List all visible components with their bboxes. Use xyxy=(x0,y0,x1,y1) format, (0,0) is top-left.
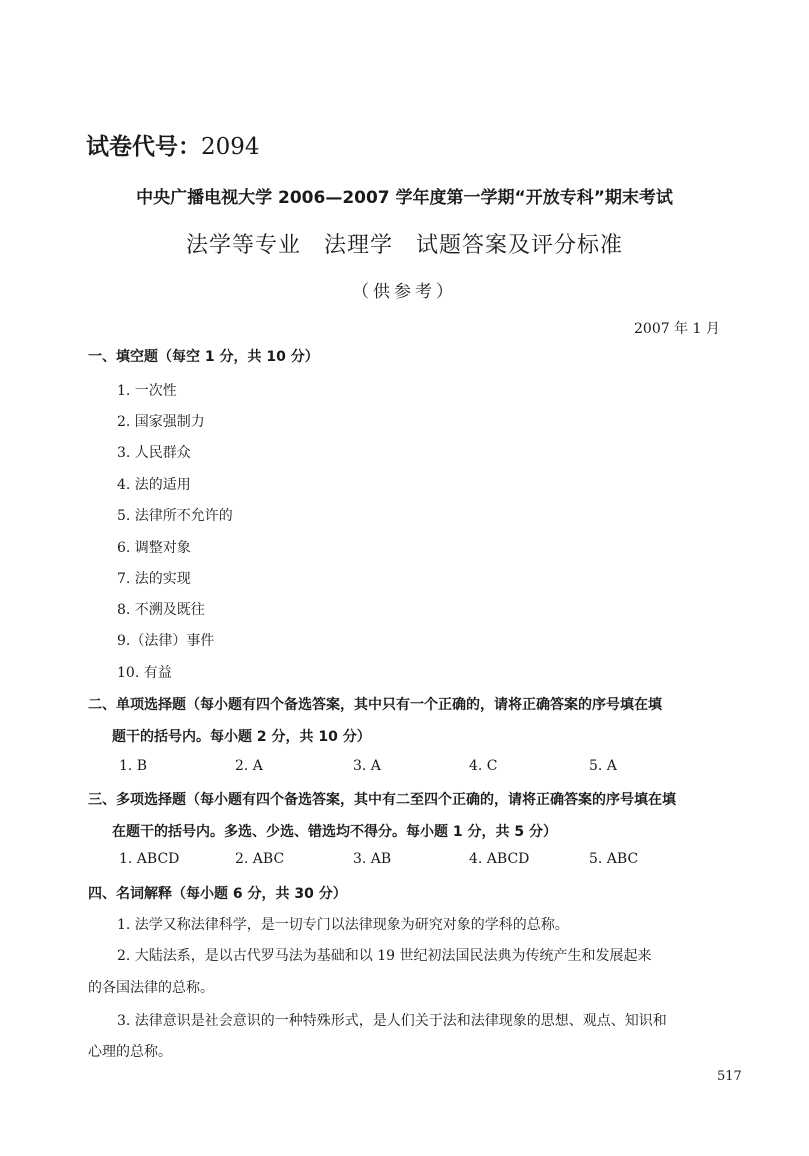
section1-item: 8. 不溯及既往 xyxy=(117,602,205,618)
section2-answer: 5. A xyxy=(589,758,617,774)
exam-date: 2007 年 1 月 xyxy=(634,321,720,337)
section2-answer: 4. C xyxy=(469,758,498,774)
subject-line: 法学等专业 法理学 试题答案及评分标准 xyxy=(185,233,623,258)
page-number: 517 xyxy=(717,1069,742,1084)
section1-item: 5. 法律所不允许的 xyxy=(117,508,233,524)
section2-answer: 2. A xyxy=(235,758,263,774)
definition-paragraph-cont: 心理的总称。 xyxy=(88,1044,172,1060)
section3-title: 三、多项选择题（每小题有四个备选答案，其中有二至四个正确的，请将正确答案的序号填在填 xyxy=(88,792,676,808)
exam-code-number: 2094 xyxy=(201,134,260,160)
definition-paragraph: 1. 法学又称法律科学，是一切专门以法律现象为研究对象的学科的总称。 xyxy=(117,917,569,933)
section2-title-cont: 题干的括号内。每小题 2 分，共 10 分） xyxy=(112,729,371,745)
section3-answer: 2. ABC xyxy=(235,851,285,867)
section1-item: 4. 法的适用 xyxy=(117,477,191,493)
exam-code-label: 试卷代号： xyxy=(86,134,201,160)
section1-item: 2. 国家强制力 xyxy=(117,414,205,430)
section1-item: 10. 有益 xyxy=(117,665,172,681)
definition-paragraph-cont: 的各国法律的总称。 xyxy=(88,980,214,996)
section3-answer: 1. ABCD xyxy=(119,851,180,867)
section2-answer: 3. A xyxy=(353,758,381,774)
section3-answer: 5. ABC xyxy=(589,851,639,867)
section1-item: 6. 调整对象 xyxy=(117,540,191,556)
definition-paragraph: 2. 大陆法系，是以古代罗马法为基础和以 19 世纪初法国民法典为传统产生和发展起来 xyxy=(117,948,652,964)
section1-title: 一、填空题（每空 1 分，共 10 分） xyxy=(88,349,319,365)
section2-title: 二、单项选择题（每小题有四个备选答案，其中只有一个正确的，请将正确答案的序号填在填 xyxy=(88,697,662,713)
section1-item: 7. 法的实现 xyxy=(117,571,191,587)
section2-answer: 1. B xyxy=(119,758,148,774)
section3-answer: 4. ABCD xyxy=(469,851,530,867)
exam-code xyxy=(86,128,260,161)
section1-item: 3. 人民群众 xyxy=(117,445,191,461)
section4-title: 四、名词解释（每小题 6 分，共 30 分） xyxy=(88,886,347,902)
reference-note: （供参考） xyxy=(352,282,457,302)
section3-answer: 3. AB xyxy=(353,851,392,867)
section1-item: 1. 一次性 xyxy=(117,383,177,399)
definition-paragraph: 3. 法律意识是社会意识的一种特殊形式，是人们关于法和法律现象的思想、观点、知识和 xyxy=(117,1013,667,1029)
section3-title-cont: 在题干的括号内。多选、少选、错选均不得分。每小题 1 分，共 5 分） xyxy=(112,824,557,840)
exam-title: 中央广播电视大学 2006—2007 学年度第一学期“开放专科”期末考试 xyxy=(136,188,673,208)
section1-item: 9.（法律）事件 xyxy=(117,633,215,649)
